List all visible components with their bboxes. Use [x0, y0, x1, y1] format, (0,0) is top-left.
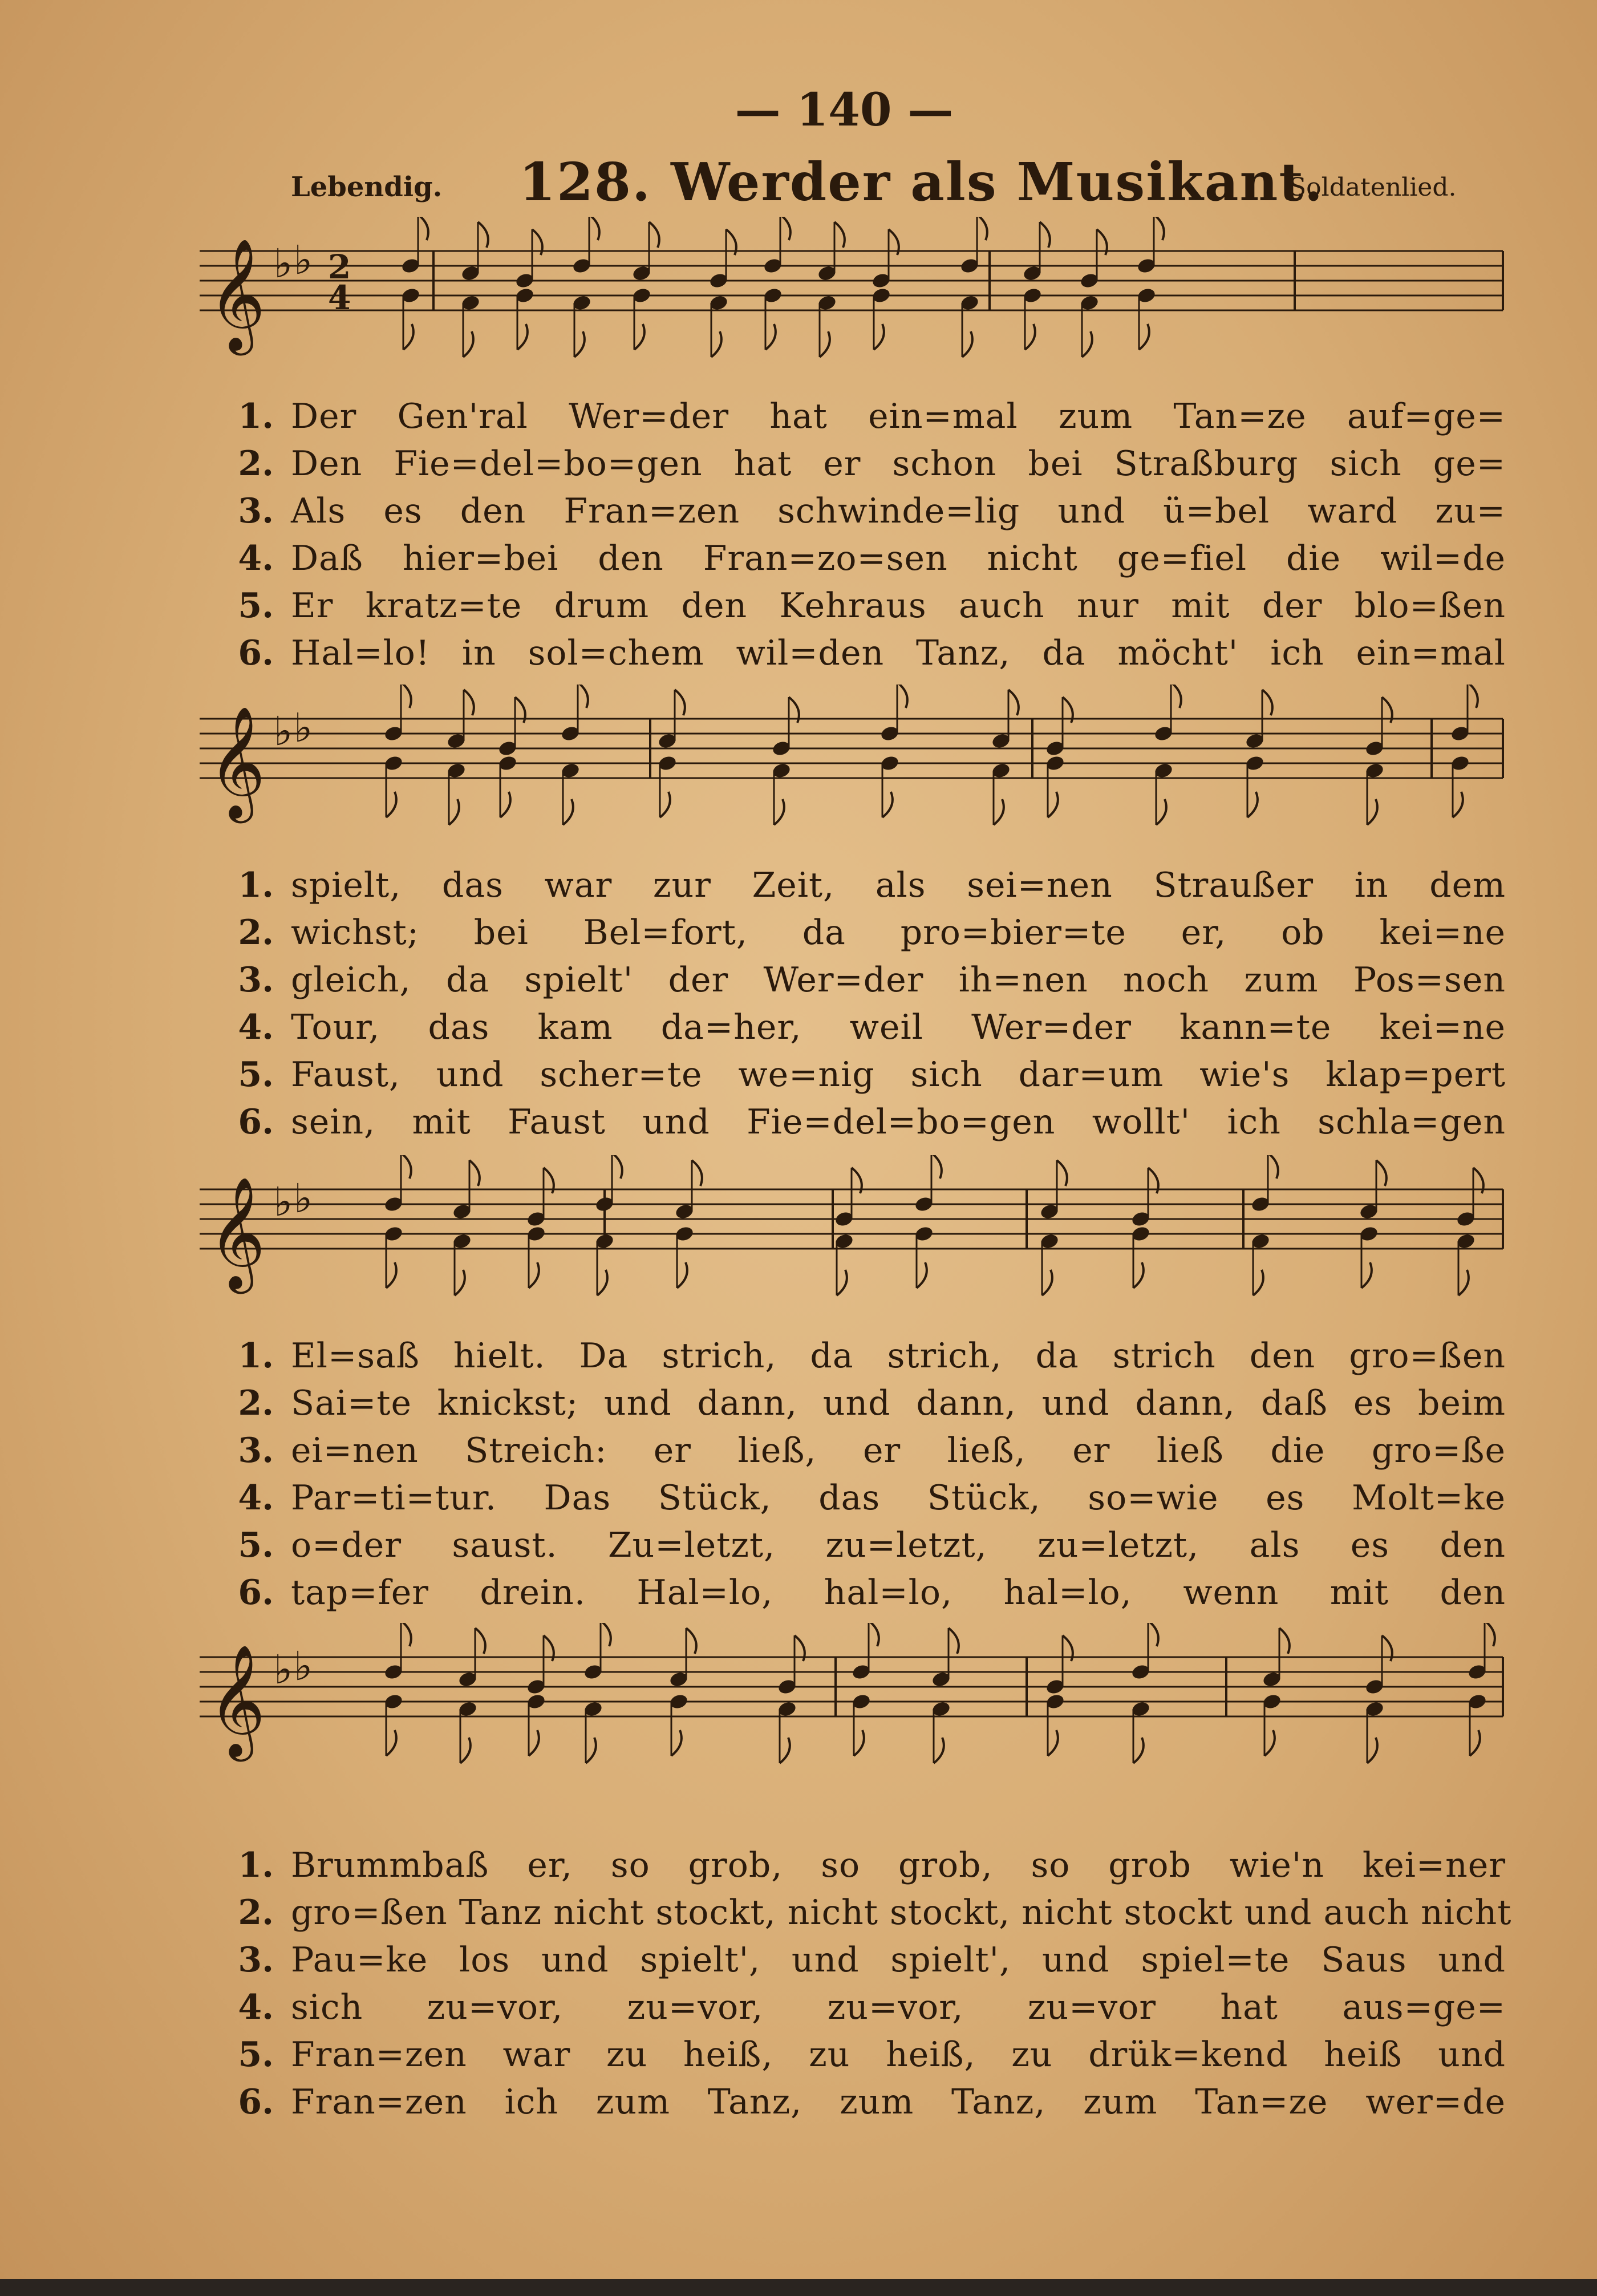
lyric-text: Den Fie=del=bo=gen hat er schon bei Straßburg sich ge= [291, 443, 1506, 484]
treble-clef-icon: 𝄞 [208, 706, 266, 819]
verse-number: 3. [238, 1939, 274, 1980]
note-flag [1133, 1738, 1144, 1763]
treble-clef-icon: 𝄞 [208, 238, 266, 351]
verse-number: 5. [238, 1525, 274, 1565]
lyric-line [205, 1841, 1506, 1889]
note-flag [1468, 685, 1478, 708]
note-flag [1148, 1623, 1158, 1646]
note-flag [597, 1270, 607, 1295]
note-flag [634, 324, 645, 350]
note-flag [671, 1730, 682, 1756]
lyric-line [205, 909, 1506, 956]
note-flag [401, 1623, 411, 1646]
flat-sign-icon: ♭ [274, 1179, 293, 1225]
music-staff-2 [188, 685, 1506, 850]
lyric-line [205, 1474, 1506, 1521]
verse-number: 6. [238, 2082, 274, 2122]
music-staff-1 [188, 217, 1506, 382]
note-flag [977, 217, 987, 240]
lyric-line [205, 392, 1506, 440]
note-flag [1048, 792, 1058, 817]
lyric-text: Fran=zen ich zum Tanz, zum Tanz, zum Tan=ze wer=de [291, 2082, 1506, 2122]
verse-number: 3. [238, 491, 274, 531]
lyric-line [205, 1983, 1506, 2031]
lyric-text: ei=nen Streich: er ließ, er ließ, er ließ die gro=ße [291, 1430, 1506, 1471]
verse-number: 6. [238, 633, 274, 673]
flat-sign-icon: ♭ [274, 708, 293, 755]
verse-number: 6. [238, 1572, 274, 1613]
note-flag [711, 331, 722, 357]
lyric-line [205, 1427, 1506, 1474]
note-flag [1367, 1738, 1377, 1763]
note-flag [675, 690, 685, 715]
note-flag [1485, 1623, 1495, 1646]
note-flag [1057, 1160, 1067, 1186]
note-flag [994, 799, 1004, 825]
song-title: 128. Werder als Musikant. [519, 151, 1324, 213]
note-flag [401, 685, 411, 708]
flat-sign-icon: ♭ [294, 704, 313, 751]
note-flag [1040, 222, 1050, 248]
note-flag [1268, 1155, 1278, 1179]
note-flag [386, 1730, 396, 1756]
lyric-line [205, 629, 1506, 677]
lyric-text: Par=ti=tur. Das Stück, das Stück, so=wie es Molt=ke [291, 1477, 1506, 1518]
note-flag [475, 1628, 485, 1654]
lyrics-block-2 [205, 861, 1506, 1145]
music-staff-3 [188, 1155, 1506, 1321]
song-header [0, 151, 1597, 214]
lyric-line [205, 534, 1506, 582]
note-flag [1367, 799, 1377, 825]
note-flag [460, 1738, 471, 1763]
verse-number: 4. [238, 1987, 274, 2027]
note-flag [589, 217, 599, 240]
note-flag [1247, 792, 1258, 817]
verse-number: 1. [238, 1845, 274, 1885]
note-flag [869, 1623, 879, 1646]
verse-number: 1. [238, 396, 274, 436]
lyric-line [205, 1569, 1506, 1616]
note-flag [660, 792, 670, 817]
note-flag [455, 1270, 465, 1295]
treble-clef-icon: 𝄞 [208, 1644, 266, 1757]
note-flag [478, 222, 488, 248]
note-flag [418, 217, 428, 240]
time-signature-numerator: 2 [328, 248, 351, 286]
verse-number: 5. [238, 2034, 274, 2075]
note-flag [686, 1628, 696, 1654]
note-flag [820, 331, 830, 357]
note-flag [780, 217, 791, 240]
lyric-text: gleich, da spielt' der Wer=der ih=nen noch zum Pos=sen [291, 959, 1506, 1000]
flat-sign-icon: ♭ [294, 1643, 313, 1690]
flat-sign-icon: ♭ [294, 237, 313, 284]
note-flag [386, 792, 396, 817]
note-flag [1042, 1270, 1052, 1295]
note-flag [854, 1730, 864, 1756]
note-flag [463, 331, 473, 357]
note-flag [897, 685, 907, 708]
note-flag [931, 1155, 942, 1179]
verse-number: 3. [238, 1430, 274, 1471]
note-flag [1470, 1730, 1480, 1756]
note-flag [1264, 1730, 1275, 1756]
lyric-line [205, 487, 1506, 534]
time-signature-denominator: 4 [328, 278, 351, 317]
note-flag [1453, 792, 1463, 817]
note-flag [464, 690, 474, 715]
note-flag [1156, 799, 1166, 825]
lyric-text: Fran=zen war zu heiß, zu heiß, zu drük=kend heiß und [291, 2034, 1506, 2075]
flat-sign-icon: ♭ [294, 1175, 313, 1222]
lyric-text: Der Gen'ral Wer=der hat ein=mal zum Tan=ze auf=ge= [291, 396, 1506, 436]
note-flag [692, 1160, 702, 1186]
note-flag [529, 1262, 539, 1288]
note-flag [1262, 690, 1272, 715]
song-genre: Soldatenlied. [1289, 173, 1457, 202]
lyric-text: Er kratz=te drum den Kehraus auch nur mit der blo=ßen [291, 585, 1506, 626]
note-flag [882, 792, 893, 817]
lyric-text: Brummbaß er, so grob, so grob, so grob wie'n kei=ner [291, 1845, 1506, 1885]
verse-number: 1. [238, 1335, 274, 1376]
lyric-line [205, 582, 1506, 629]
note-flag [517, 324, 528, 350]
note-flag [386, 1262, 396, 1288]
note-flag [1139, 324, 1149, 350]
note-flag [578, 685, 588, 708]
note-flag [765, 324, 776, 350]
lyric-text: Sai=te knickst; und dann, und dann, und dann, daß es beim [291, 1383, 1506, 1423]
note-flag [1082, 331, 1092, 357]
lyric-text: sein, mit Faust und Fie=del=bo=gen wollt' ich schla=gen [291, 1102, 1506, 1142]
note-flag [1253, 1270, 1263, 1295]
lyric-line [205, 1051, 1506, 1098]
note-flag [1048, 1730, 1058, 1756]
note-flag [1458, 1270, 1469, 1295]
verse-number: 2. [238, 912, 274, 953]
note-flag [834, 222, 845, 248]
lyric-text: Daß hier=bei den Fran=zo=sen nicht ge=fiel die wil=de [291, 538, 1506, 578]
note-flag [401, 1155, 411, 1179]
lyrics-block-3 [205, 1332, 1506, 1616]
note-flag [1008, 690, 1019, 715]
lyric-line [205, 2078, 1506, 2125]
verse-number: 6. [238, 1102, 274, 1142]
note-flag [774, 799, 784, 825]
flat-sign-icon: ♭ [274, 240, 293, 287]
note-flag [1133, 1262, 1144, 1288]
lyric-text: Faust, und scher=te we=nig sich dar=um wie's klap=pert [291, 1054, 1506, 1095]
lyric-line [205, 956, 1506, 1003]
lyric-line [205, 1098, 1506, 1145]
lyric-line [205, 861, 1506, 909]
verse-number: 4. [238, 538, 274, 578]
note-flag [1361, 1262, 1372, 1288]
verse-number: 5. [238, 1054, 274, 1095]
lyric-text: spielt, das war zur Zeit, als sei=nen Straußer in dem [291, 865, 1506, 905]
verse-number: 2. [238, 443, 274, 484]
note-flag [874, 324, 884, 350]
note-flag [601, 1623, 611, 1646]
note-flag [649, 222, 659, 248]
verse-number: 5. [238, 585, 274, 626]
lyric-text: wichst; bei Bel=fort, da pro=bier=te er, ob kei=ne [291, 912, 1506, 953]
verse-number: 2. [238, 1383, 274, 1423]
note-flag [1171, 685, 1181, 708]
lyric-text: sich zu=vor, zu=vor, zu=vor, zu=vor hat aus=ge= [291, 1987, 1506, 2027]
page-number: — 140 — [735, 83, 954, 136]
note-flag [403, 324, 414, 350]
lyric-line [205, 1379, 1506, 1427]
note-flag [1376, 1160, 1387, 1186]
note-flag [917, 1262, 927, 1288]
lyric-text: El=saß hielt. Da strich, da strich, da strich den gro=ßen [291, 1335, 1506, 1376]
lyric-line [205, 1936, 1506, 1983]
lyrics-block-1 [205, 392, 1506, 677]
note-flag [837, 1270, 847, 1295]
flat-sign-icon: ♭ [274, 1646, 293, 1693]
lyric-line [205, 440, 1506, 487]
note-flag [529, 1730, 539, 1756]
lyric-line [205, 1521, 1506, 1569]
note-flag [934, 1738, 944, 1763]
note-flag [563, 799, 573, 825]
note-flag [1154, 217, 1164, 240]
lyric-text: Als es den Fran=zen schwinde=lig und ü=bel ward zu= [291, 491, 1506, 531]
note-flag [612, 1155, 622, 1179]
treble-clef-icon: 𝄞 [208, 1176, 266, 1289]
verse-number: 4. [238, 1477, 274, 1518]
note-flag [449, 799, 459, 825]
lyric-line [205, 1889, 1512, 1936]
note-flag [1025, 324, 1035, 350]
verse-number: 4. [238, 1007, 274, 1047]
lyric-text: Hal=lo! in sol=chem wil=den Tanz, da möcht' ich ein=mal [291, 633, 1506, 673]
scan-edge [0, 2279, 1597, 2296]
lyric-line [205, 2031, 1506, 2078]
lyric-text: gro=ßen Tanz nicht stockt, nicht stockt, nicht stockt und auch nicht [291, 1892, 1512, 1933]
lyric-text: Pau=ke los und spielt', und spielt', und spiel=te Saus und [291, 1939, 1506, 1980]
note-flag [677, 1262, 687, 1288]
lyric-text: o=der saust. Zu=letzt, zu=letzt, zu=letzt, als es den [291, 1525, 1506, 1565]
note-flag [1279, 1628, 1290, 1654]
lyric-text: tap=fer drein. Hal=lo, hal=lo, hal=lo, wenn mit den [291, 1572, 1506, 1613]
note-flag [574, 331, 585, 357]
note-flag [780, 1738, 790, 1763]
note-flag [962, 331, 972, 357]
note-flag [469, 1160, 480, 1186]
lyrics-block-4 [205, 1841, 1512, 2125]
note-flag [586, 1738, 596, 1763]
lyric-line [205, 1003, 1506, 1051]
tempo-marking: Lebendig. [291, 171, 443, 203]
lyric-text: Tour, das kam da=her, weil Wer=der kann=te kei=ne [291, 1007, 1506, 1047]
verse-number: 2. [238, 1892, 274, 1933]
note-flag [949, 1628, 959, 1654]
note-flag [500, 792, 510, 817]
lyric-line [205, 1332, 1506, 1379]
music-staff-4 [188, 1623, 1506, 1788]
verse-number: 3. [238, 959, 274, 1000]
verse-number: 1. [238, 865, 274, 905]
